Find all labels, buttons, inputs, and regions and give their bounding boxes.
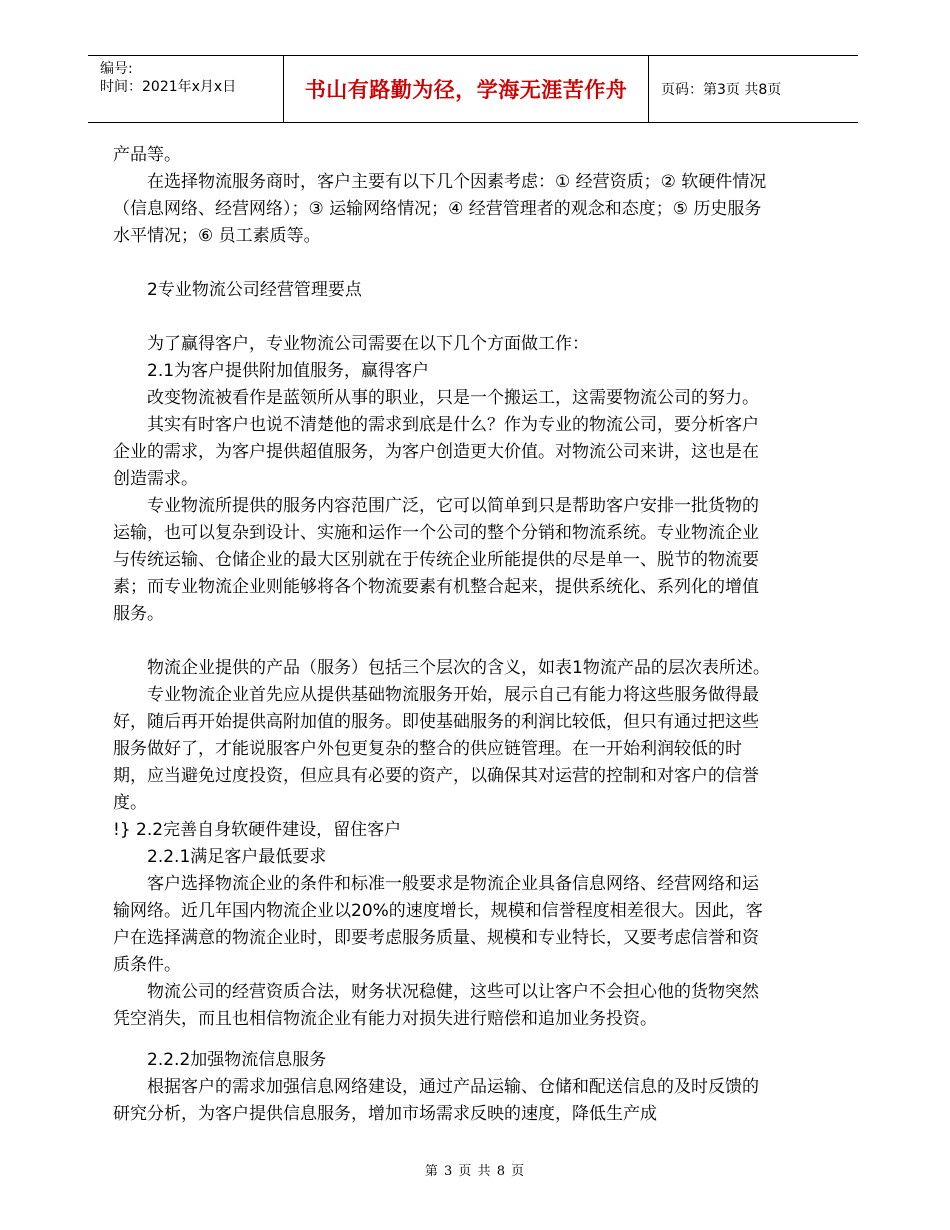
document-body	[113, 142, 773, 1128]
body-paragraph: 物流公司的经营资质合法，财务状况稳健，这些可以让客户不会担心他的货物突然凭空消失，而且也相信物流企业有能力对损失进行赔偿和追加业务投资。	[113, 982, 759, 1029]
body-paragraph: 2专业物流公司经营管理要点	[147, 280, 362, 300]
body-paragraph: 2.1为客户提供附加值服务，赢得客户	[147, 361, 430, 381]
paragraph-spacer	[113, 304, 773, 331]
paragraph-spacer	[113, 628, 773, 655]
body-paragraph: 根据客户的需求加强信息网络建设，通过产品运输、仓储和配送信息的及时反馈的研究分析，为客户提供信息服务，增加市场需求反映的速度，降低生产成	[113, 1077, 759, 1124]
body-paragraph: 其实有时客户也说不清楚他的需求到底是什么？作为专业的物流公司，要分析客户企业的需求，为客户提供超值服务，为客户创造更大价值。对物流公司来讲，这也是在创造需求。	[113, 415, 759, 489]
body-paragraph: 改变物流被看作是蓝领所从事的职业，只是一个搬运工，这需要物流公司的努力。	[147, 388, 759, 408]
body-paragraph: 2.2.1满足客户最低要求	[147, 847, 327, 867]
body-paragraph: 专业物流企业首先应从提供基础物流服务开始，展示自己有能力将这些服务做得最好，随后再开始提供高附加值的服务。即使基础服务的利润比较低，但只有通过把这些服务做好了，才能说服客户外包更复杂的整合的供应链管理。在一开始利润较低的时期，应当避免过度投资，但应具有必要的资产，以确保其对运营的控制和对客户的信誉度。	[113, 685, 759, 813]
body-paragraph: 在选择物流服务商时，客户主要有以下几个因素考虑：① 经营资质；② 软硬件情况（信息网络、经营网络）；③ 运输网络情况；④ 经营管理者的观念和态度；⑤ 历史服务水平情况；⑥ 员工素质等。	[113, 172, 767, 246]
page-header	[88, 55, 858, 123]
document-code-label: 编号:	[100, 61, 133, 77]
body-paragraph: 物流企业提供的产品（服务）包括三个层次的含义，如表1物流产品的层次表所述。	[147, 658, 770, 678]
body-paragraph: 2.2.2加强物流信息服务	[147, 1050, 327, 1070]
document-time-label: 时间：2021年x月x日	[100, 79, 237, 95]
paragraph-spacer	[113, 250, 773, 277]
paragraph-spacer	[113, 1033, 773, 1047]
header-page-number: 页码：第3页 共8页	[661, 82, 782, 98]
page-footer: 第 3 页 共 8 页	[424, 1164, 526, 1179]
body-paragraph: 专业物流所提供的服务内容范围广泛，它可以简单到只是帮助客户安排一批货物的运输，也可以复杂到设计、实施和运作一个公司的整个分销和物流系统。专业物流企业与传统运输、仓储企业的最大区别就在于传统企业所能提供的尽是单一、脱节的物流要素；而专业物流企业则能够将各个物流要素有机整合起来，提供系统化、系列化的增值服务。	[113, 496, 759, 624]
body-paragraph: !} 2.2完善自身软硬件建设，留住客户	[113, 820, 402, 840]
body-paragraph: 客户选择物流企业的条件和标准一般要求是物流企业具备信息网络、经营网络和运输网络。近几年国内物流企业以20%的速度增长，规模和信誉程度相差很大。因此，客户在选择满意的物流企业时，即要考虑服务质量、规模和专业特长，又要考虑信誉和资质条件。	[113, 874, 763, 975]
header-meta	[100, 60, 236, 96]
body-paragraph: 为了赢得客户，专业物流公司需要在以下几个方面做工作：	[147, 334, 589, 354]
header-motto: 书山有路勤为径，学海无涯苦作舟	[304, 78, 628, 102]
body-paragraph: 产品等。	[113, 145, 181, 165]
